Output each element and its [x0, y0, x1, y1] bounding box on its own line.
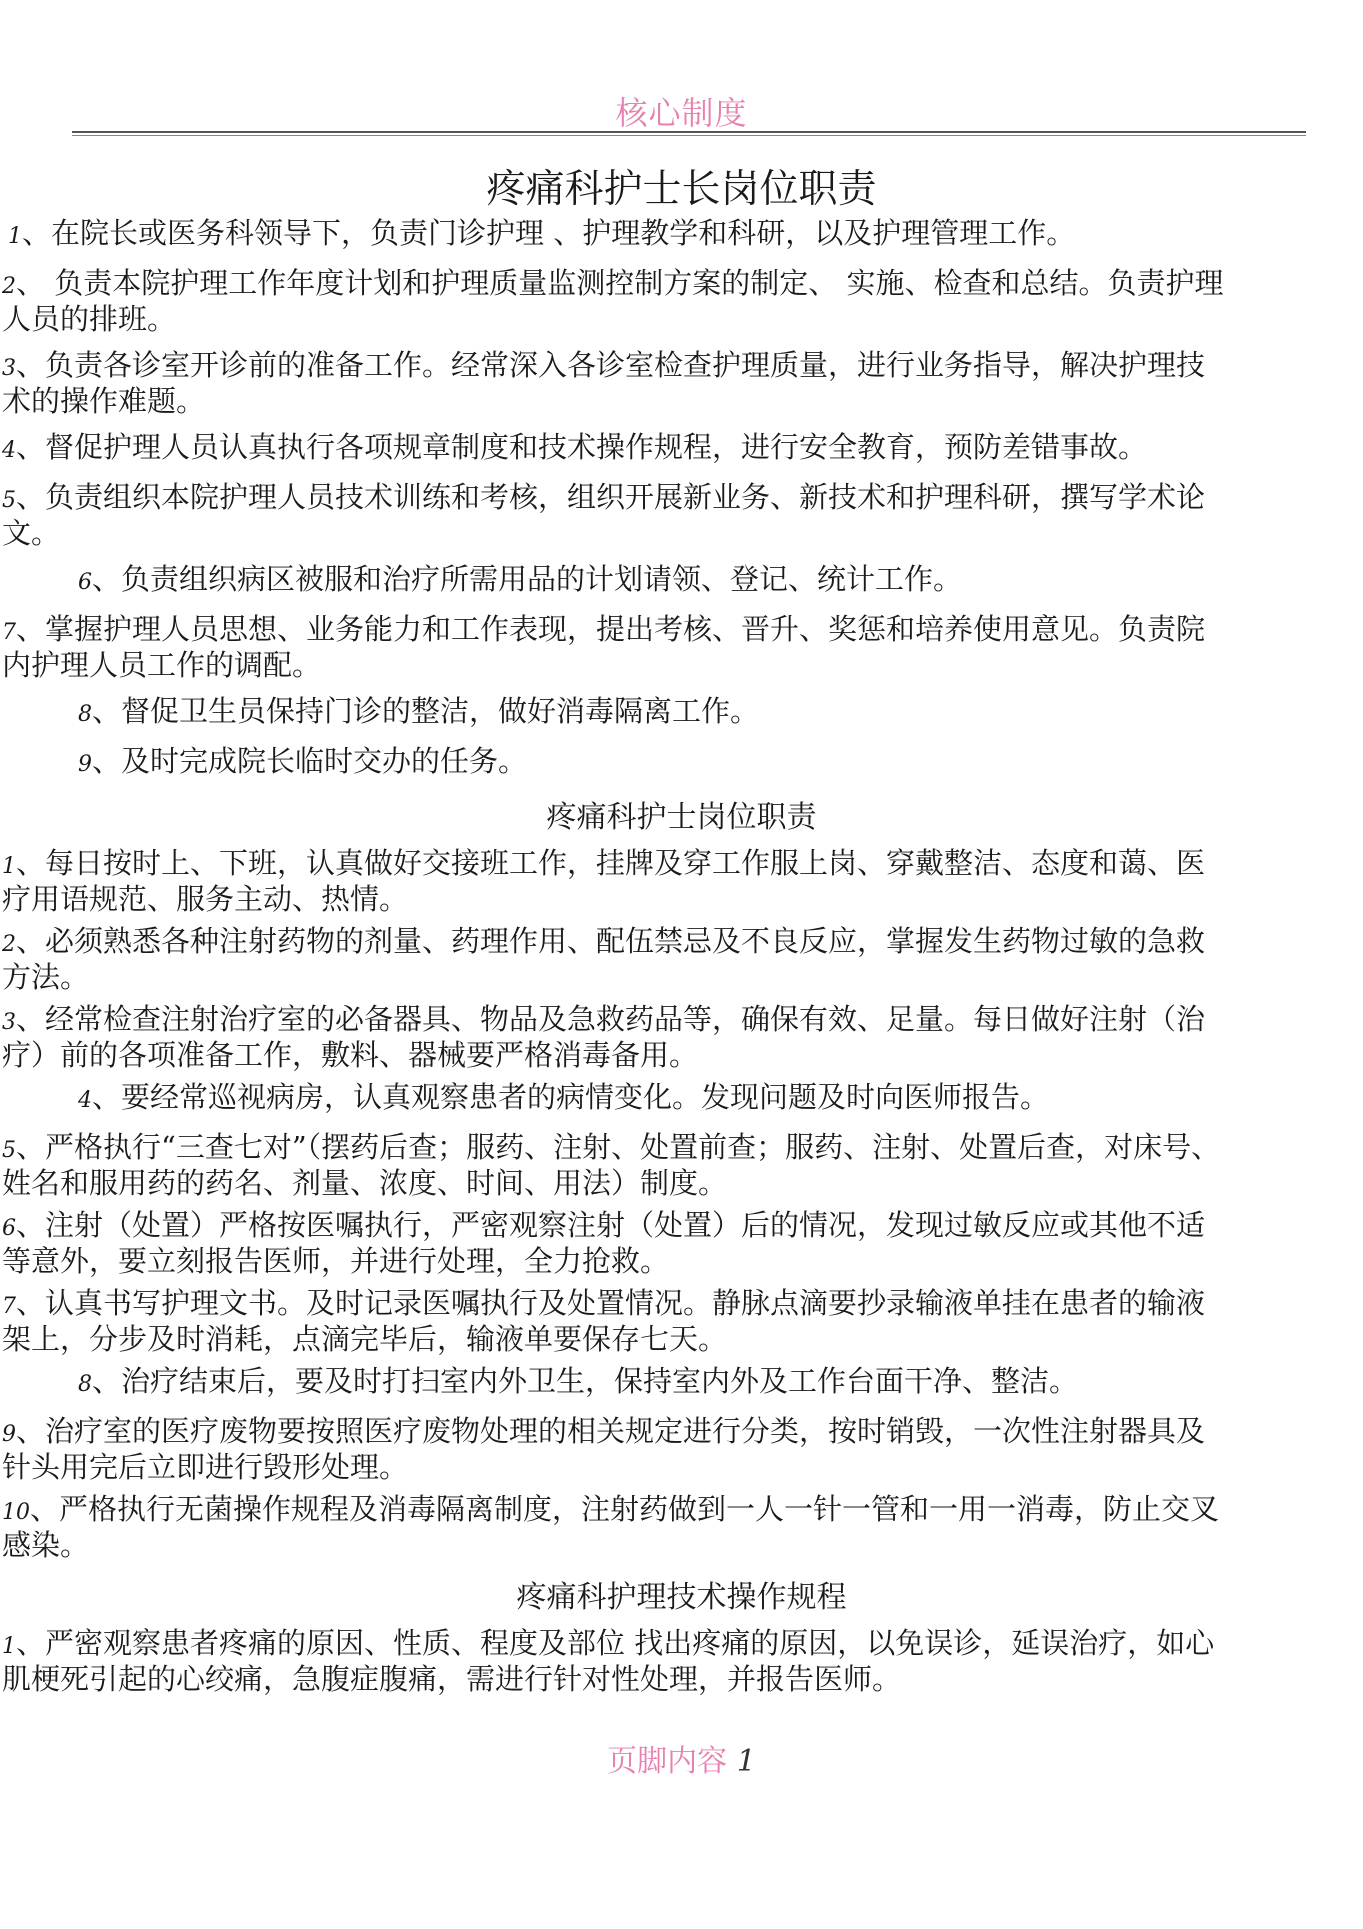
list-item	[0, 349, 1230, 417]
item-text: 、治疗室的医疗废物要按照医疗废物处理的相关规定进行分类，按时销毁，一次性注射器具及针头用完后立即进行毁形处理。	[2, 1414, 1206, 1484]
item-text: 、认真书写护理文书。及时记录医嘱执行及处置情况。静脉点滴要抄录输液单挂在患者的输液架上，分步及时消耗，点滴完毕后，输液单要保存七天。	[2, 1286, 1206, 1356]
item-text: 、在院长或医务科领导下，负责门诊护理 、护理教学和科研，以及护理管理工作。	[22, 216, 1076, 250]
item-text: 、严密观察患者疼痛的原因、性质、程度及部位 找出疼痛的原因，以免误诊，延误治疗，如心肌梗死引起的心绞痛，急腹症腹痛，需进行针对性处理，并报告医师。	[2, 1626, 1215, 1696]
footer-label: 页脚内容	[607, 1744, 728, 1779]
item-text: 、治疗结束后，要及时打扫室内外卫生，保持室内外及工作台面干净、整洁。	[92, 1364, 1079, 1398]
item-text: 、必须熟悉各种注射药物的剂量、药理作用、配伍禁忌及不良反应，掌握发生药物过敏的急救方法。	[2, 924, 1206, 994]
page-number: 1	[736, 1744, 756, 1779]
item-number: 4	[78, 1088, 92, 1113]
item-number: 7	[2, 620, 16, 645]
item-number: 1	[2, 854, 16, 879]
item-number: 2	[2, 274, 16, 299]
item-text: 、及时完成院长临时交办的任务。	[92, 744, 528, 778]
list-item	[0, 925, 1230, 993]
page-footer	[0, 1736, 1363, 1780]
item-text: 、负责组织本院护理人员技术训练和考核，组织开展新业务、新技术和护理科研，撰写学术论文。	[2, 480, 1206, 550]
list-item	[0, 613, 1230, 681]
item-number: 3	[2, 356, 16, 381]
page-title: 疼痛科护士长岗位职责	[486, 167, 877, 212]
list-item	[0, 847, 1230, 915]
list-item	[0, 1131, 1230, 1199]
list-item	[0, 1003, 1230, 1071]
list-item	[0, 695, 1230, 731]
item-number: 6	[2, 1216, 16, 1241]
item-number: 2	[2, 932, 16, 957]
item-number: 6	[78, 570, 92, 595]
item-number: 9	[2, 1422, 16, 1447]
list-item	[0, 1365, 1230, 1401]
document-body	[0, 217, 1230, 1705]
list-item	[0, 267, 1230, 335]
list-item	[0, 1493, 1230, 1561]
item-number: 5	[2, 488, 16, 513]
item-number: 1	[2, 1634, 16, 1659]
section-title: 疼痛科护理技术操作规程	[516, 1580, 847, 1615]
list-item	[0, 563, 1230, 599]
item-text: 、 负责本院护理工作年度计划和护理质量监测控制方案的制定、 实施、检查和总结。负责护理人员的排班。	[2, 266, 1224, 336]
item-text: 、严格执行无菌操作规程及消毒隔离制度，注射药做到一人一针一管和一用一消毒，防止交叉感染。	[2, 1492, 1220, 1562]
item-text: 、督促护理人员认真执行各项规章制度和技术操作规程，进行安全教育，预防差错事故。	[16, 430, 1148, 464]
item-text: 、督促卫生员保持门诊的整洁，做好消毒隔离工作。	[92, 694, 760, 728]
list-item	[0, 745, 1230, 781]
item-text: 、经常检查注射治疗室的必备器具、物品及急救药品等，确保有效、足量。每日做好注射（治疗）前的各项准备工作，敷料、器械要严格消毒备用。	[2, 1002, 1206, 1072]
item-number: 3	[2, 1010, 16, 1035]
page-header: 核心制度	[615, 94, 748, 132]
list-item	[0, 1209, 1230, 1277]
item-number: 10	[2, 1500, 30, 1525]
item-number: 9	[78, 752, 92, 777]
list-item	[0, 217, 1230, 253]
list-item	[0, 1627, 1230, 1695]
section-title: 疼痛科护士岗位职责	[546, 800, 817, 835]
item-number: 8	[78, 702, 92, 727]
item-number: 8	[78, 1372, 92, 1397]
list-item	[0, 1287, 1230, 1355]
item-text: 、负责各诊室开诊前的准备工作。经常深入各诊室检查护理质量，进行业务指导，解决护理技术的操作难题。	[2, 348, 1206, 418]
item-number: 7	[2, 1294, 16, 1319]
item-number: 1	[8, 224, 22, 249]
item-text: 、注射（处置）严格按医嘱执行，严密观察注射（处置）后的情况，发现过敏反应或其他不适等意外，要立刻报告医师，并进行处理，全力抢救。	[2, 1208, 1206, 1278]
item-number: 5	[2, 1138, 16, 1163]
item-text: 、严格执行“三查七对”（摆药后查；服药、注射、处置前查；服药、注射、处置后查，对床号、姓名和服用药的药名、剂量、浓度、时间、用法）制度。	[2, 1130, 1221, 1200]
header-divider	[72, 131, 1306, 136]
list-item	[0, 1415, 1230, 1483]
item-text: 、要经常巡视病房，认真观察患者的病情变化。发现问题及时向医师报告。	[92, 1080, 1050, 1114]
item-text: 、每日按时上、下班，认真做好交接班工作，挂牌及穿工作服上岗、穿戴整洁、态度和蔼、医疗用语规范、服务主动、热情。	[2, 846, 1206, 916]
item-text: 、负责组织病区被服和治疗所需用品的计划请领、登记、统计工作。	[92, 562, 963, 596]
item-number: 4	[2, 438, 16, 463]
list-item	[0, 481, 1230, 549]
item-text: 、掌握护理人员思想、业务能力和工作表现，提出考核、晋升、奖惩和培养使用意见。负责院内护理人员工作的调配。	[2, 612, 1206, 682]
list-item	[0, 431, 1230, 467]
list-item	[0, 1081, 1230, 1117]
